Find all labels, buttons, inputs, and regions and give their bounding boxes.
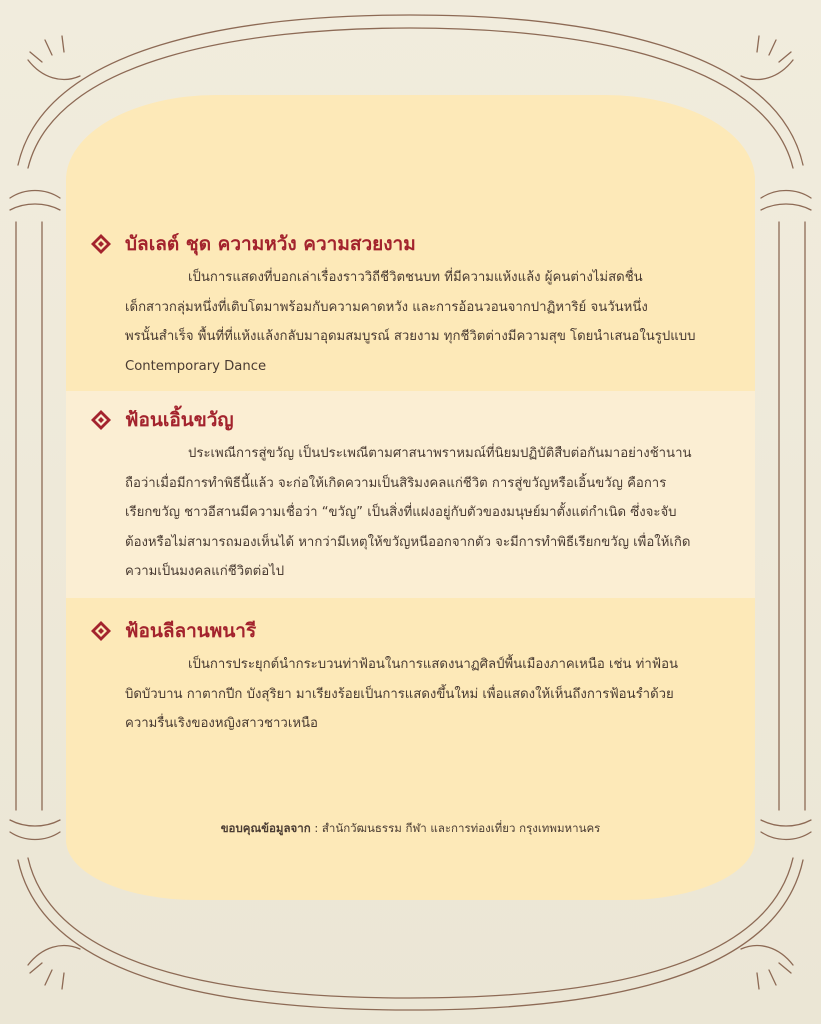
credit-separator: : [310,821,322,835]
body-line: ต้องหรือไม่สามารถมองเห็นได้ หากว่ามีเหตุให้ขวัญหนีออกจากตัว จะมีการทำพิธีเรียกขวัญ เพื่อให้เกิด [125,534,691,550]
section-fon-oen-khwan [90,405,750,587]
section-body [125,439,765,587]
body-line: บิดบัวบาน กาตากปีก บังสุริยา มาเรียงร้อยเป็นการแสดงขึ้นใหม่ เพื่อแสดงให้เห็นถึงการฟ้อนรำด้วย [125,686,674,702]
body-line: ประเพณีการสู่ขวัญ เป็นประเพณีตามศาสนาพราหมณ์ที่นิยมปฏิบัติสืบต่อกันมาอย่างช้านาน [188,446,692,461]
section-body [125,263,765,381]
section-title: ฟ้อนลีลานพนารี [125,620,257,642]
section-ballet [90,229,750,381]
section-heading [90,616,750,646]
section-heading [90,229,750,259]
section-heading [90,405,750,435]
credit-source: สำนักวัฒนธรรม กีฬา และการท่องเที่ยว กรุงเทพมหานคร [321,821,601,835]
body-line: เป็นการแสดงที่บอกเล่าเรื่องราววิถีชีวิตชนบท ที่มีความแห้งแล้ง ผู้คนต่างไม่สดชื่น [188,270,643,285]
section-title: บัลเลต์ ชุด ความหวัง ความสวยงาม [125,233,416,255]
body-line: Contemporary Dance [125,358,267,374]
section-title: ฟ้อนเอิ้นขวัญ [125,409,234,431]
section-fon-lila-nappanari [90,616,750,739]
ornament-diamond-icon [90,620,112,642]
credit-label: ขอบคุณข้อมูลจาก [220,821,311,835]
section-body [125,650,765,739]
body-line: เด็กสาวกลุ่มหนึ่งที่เติบโตมาพร้อมกับความคาดหวัง และการอ้อนวอนจากปาฏิหาริย์ จนวันหนึ่ง [125,299,648,315]
ornament-diamond-icon [90,409,112,431]
body-line: เป็นการประยุกต์นำกระบวนท่าฟ้อนในการแสดงนาฏศิลป์พื้นเมืองภาคเหนือ เช่น ท่าฟ้อน [188,657,679,672]
body-line: พรนั้นสำเร็จ พื้นที่ที่แห้งแล้งกลับมาอุดมสมบูรณ์ สวยงาม ทุกชีวิตต่างมีความสุข โดยนำเสนอในรูปแบบ [125,329,696,344]
body-line: ความเป็นมงคลแก่ชีวิตต่อไป [125,564,285,579]
body-line: เรียกขวัญ ชาวอีสานมีความเชื่อว่า “ขวัญ” เป็นสิ่งที่แฝงอยู่กับตัวของมนุษย์มาตั้งแต่กำเนิด ซึ่งจะจับ [125,505,677,520]
ornament-diamond-icon [90,233,112,255]
body-line: ความรื่นเริงของหญิงสาวชาวเหนือ [125,716,318,731]
body-line: ถือว่าเมื่อมีการทำพิธีนี้แล้ว จะก่อให้เกิดความเป็นสิริมงคลแก่ชีวิต การสู่ขวัญหรือเอิ้นขวัญ คือการ [125,475,667,491]
credit-line [0,820,821,838]
